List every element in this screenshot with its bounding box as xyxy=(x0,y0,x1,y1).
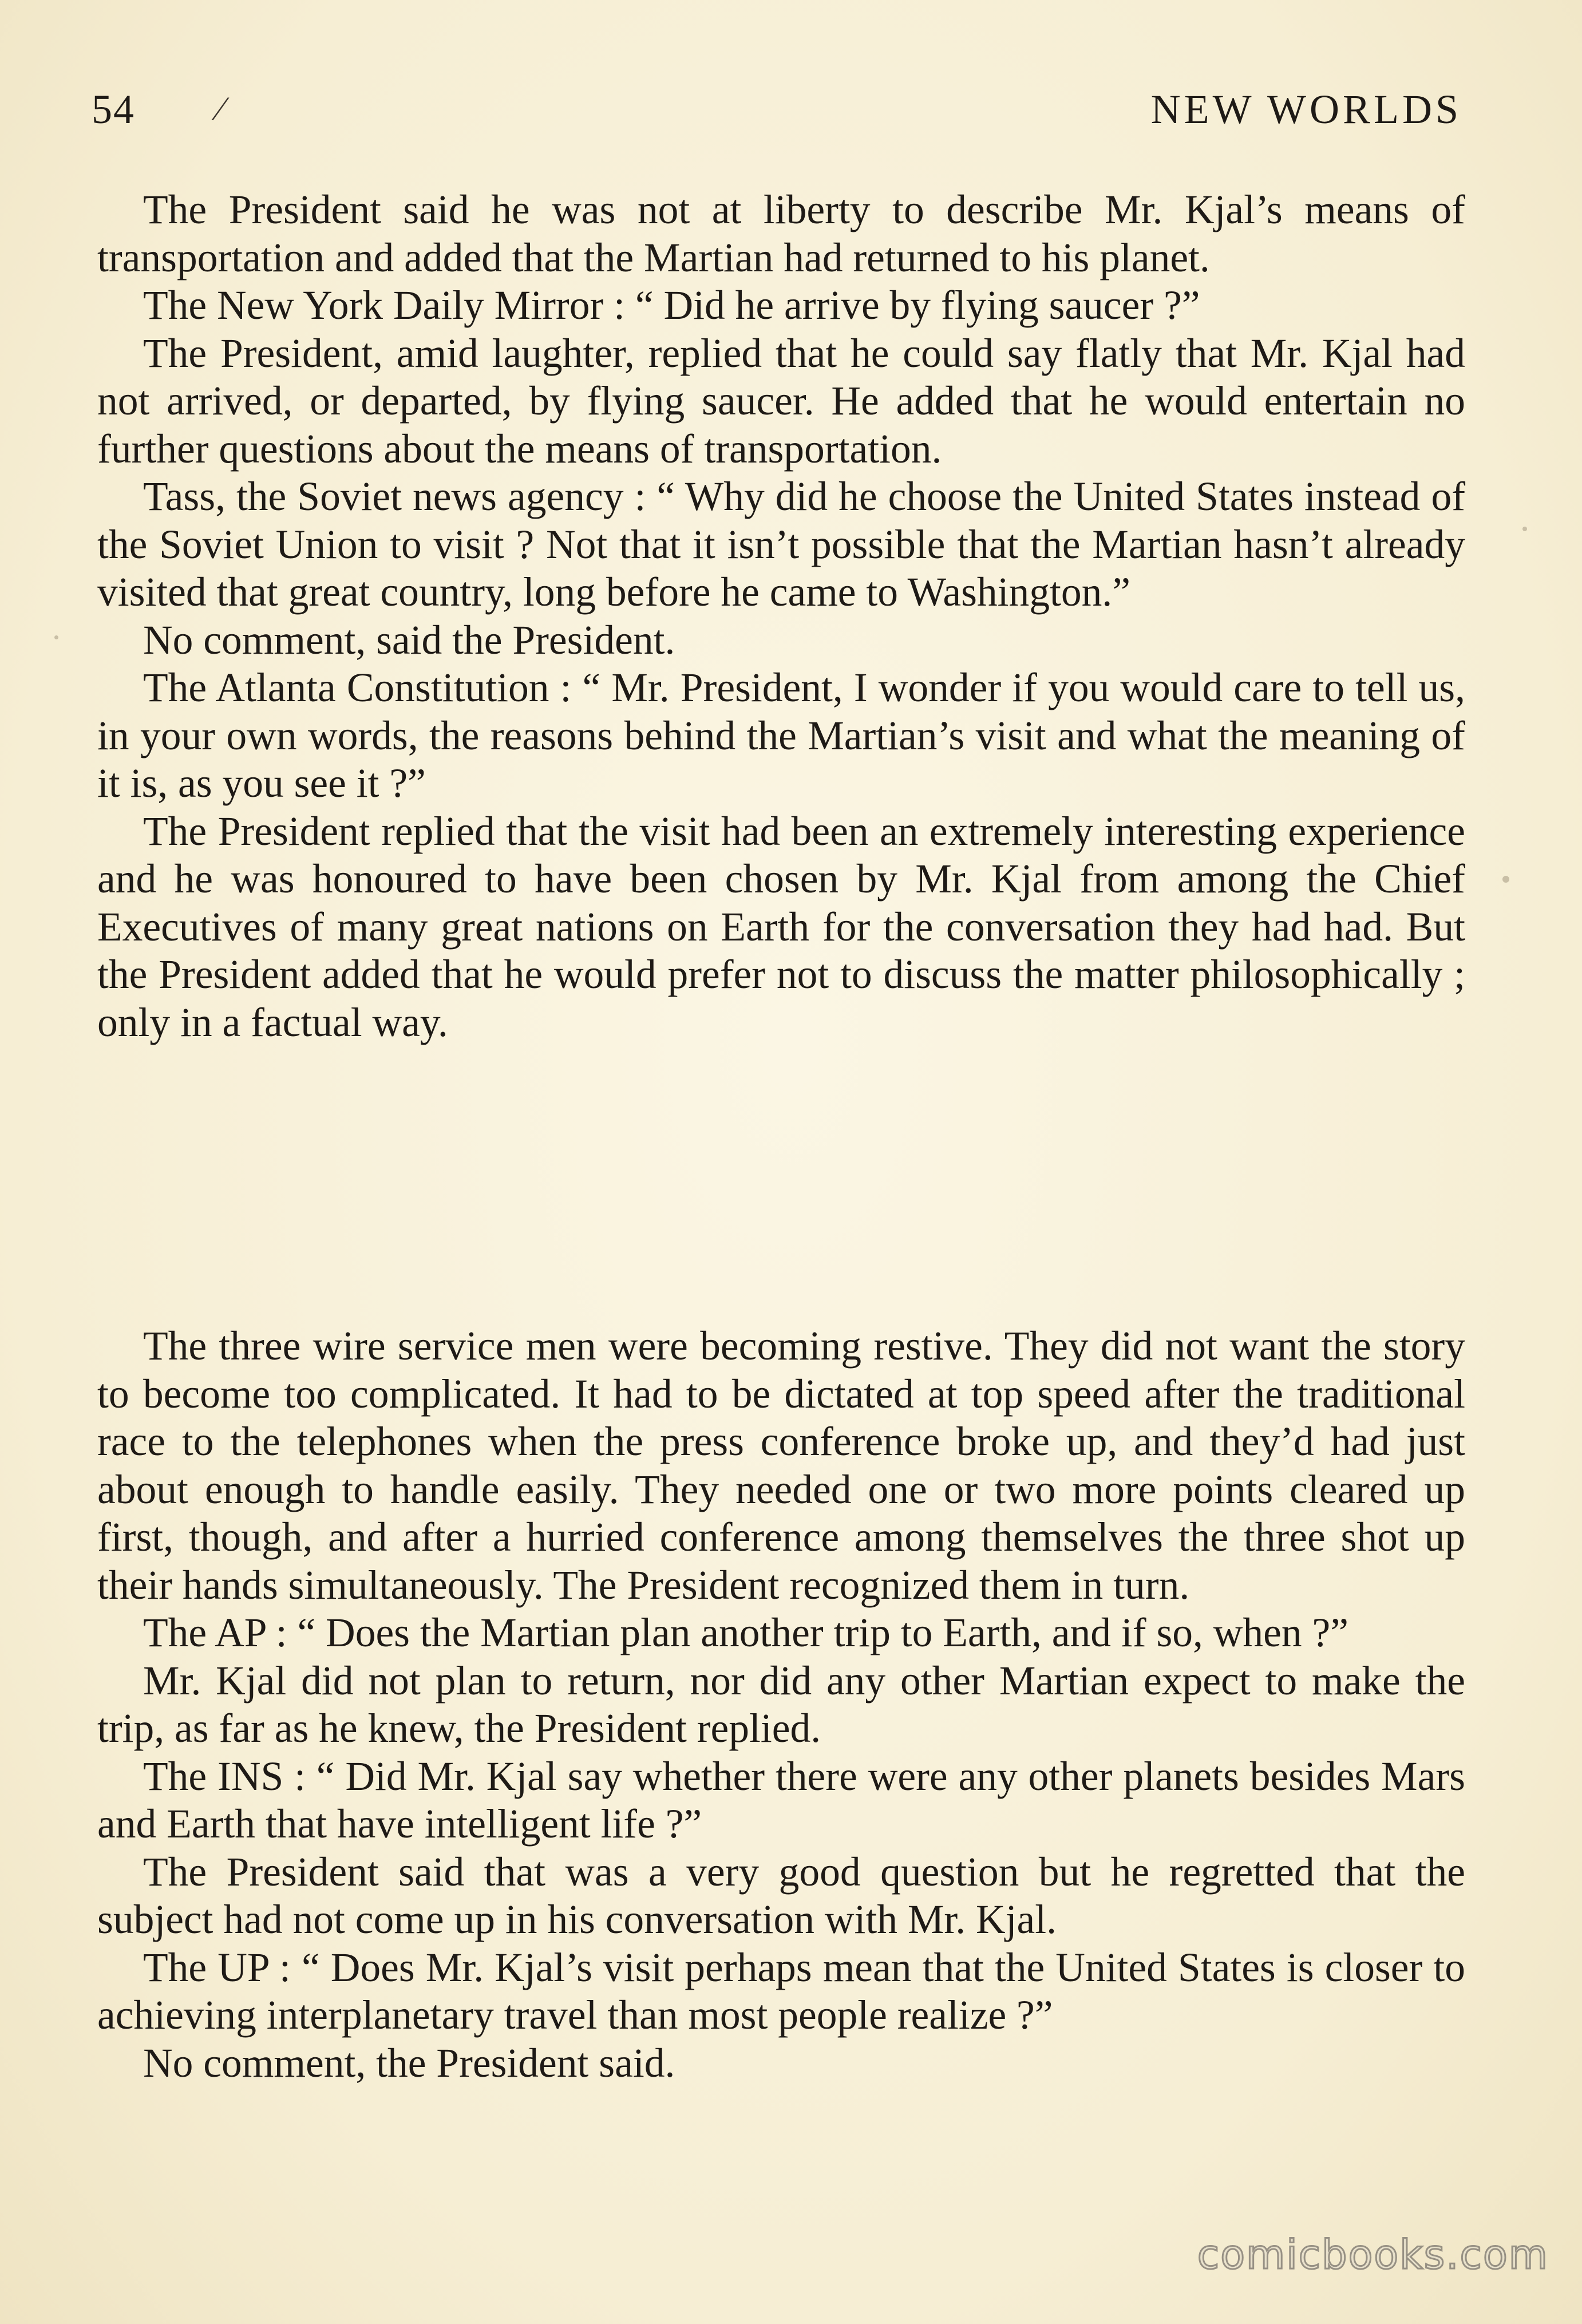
paper-speck xyxy=(1522,527,1527,531)
paragraph: The President, amid laughter, replied that he could say flatly that Mr. Kjal had not arrived, or departed, by flying saucer. He added that he would entertain no further questions about the means of transportation. xyxy=(97,330,1465,472)
paragraph: The three wire service men were becoming restive. They did not want the story to become too complicated. It had to be dictated at top speed after the traditional race to the telephones when the press conference broke up, and they’d had just about enough to handle easily. They needed one or two more points cleared up first, though, and after a hurried conference among themselves the three shot up their hands simultaneously. The President recognized them in turn. xyxy=(97,1323,1465,1608)
text-section-2 xyxy=(97,1322,1465,2087)
paragraph: The President replied that the visit had been an extremely interesting experience and he was honoured to have been chosen by Mr. Kjal from among the Chief Executives of many great nations on Earth for the conversation they had had. But the President added that he would prefer not to discuss the matter philosophically ; only in a factual way. xyxy=(97,808,1465,1045)
watermark-logo: comicbooks.com xyxy=(1197,2231,1549,2278)
paragraph: Mr. Kjal did not plan to return, nor did any other Martian expect to make the trip, as far as he knew, the President replied. xyxy=(97,1658,1465,1751)
paragraph: The AP : “ Does the Martian plan another trip to Earth, and if so, when ?” xyxy=(143,1610,1349,1655)
paragraph: Tass, the Soviet news agency : “ Why did he choose the United States instead of the Soviet Union to visit ? Not that it isn’t possible that the Martian hasn’t already visited that great country, long before he came to Washington.” xyxy=(97,474,1465,615)
paragraph: The INS : “ Did Mr. Kjal say whether there were any other planets besides Mars and Earth that have intelligent life ?” xyxy=(97,1753,1465,1847)
paragraph: The UP : “ Does Mr. Kjal’s visit perhaps mean that the United States is closer to achieving interplanetary travel than most people realize ?” xyxy=(97,1944,1465,2038)
text-section-1 xyxy=(97,186,1465,1046)
paragraph: The New York Daily Mirror : “ Did he arrive by flying saucer ?” xyxy=(143,283,1200,328)
paragraph: The Atlanta Constitution : “ Mr. President, I wonder if you would care to tell us, in your own words, the reasons behind the Martian’s visit and what the meaning of it is, as you see it ?” xyxy=(97,665,1465,806)
paragraph: No comment, the President said. xyxy=(143,2040,675,2086)
pencil-mark: ⁄ xyxy=(217,90,224,128)
page-header xyxy=(92,86,1462,149)
paragraph: The President said that was a very good question but he regretted that the subject had not come up in his conversation with Mr. Kjal. xyxy=(97,1849,1465,1942)
running-head: NEW WORLDS xyxy=(1150,86,1462,132)
paragraph: The President said he was not at liberty to describe Mr. Kjal’s means of transportation and added that the Martian had returned to his planet. xyxy=(97,187,1465,280)
paper-speck xyxy=(1502,876,1509,883)
paper-speck xyxy=(54,635,58,639)
page-number: 54 xyxy=(92,86,135,132)
paragraph: No comment, said the President. xyxy=(143,617,675,663)
